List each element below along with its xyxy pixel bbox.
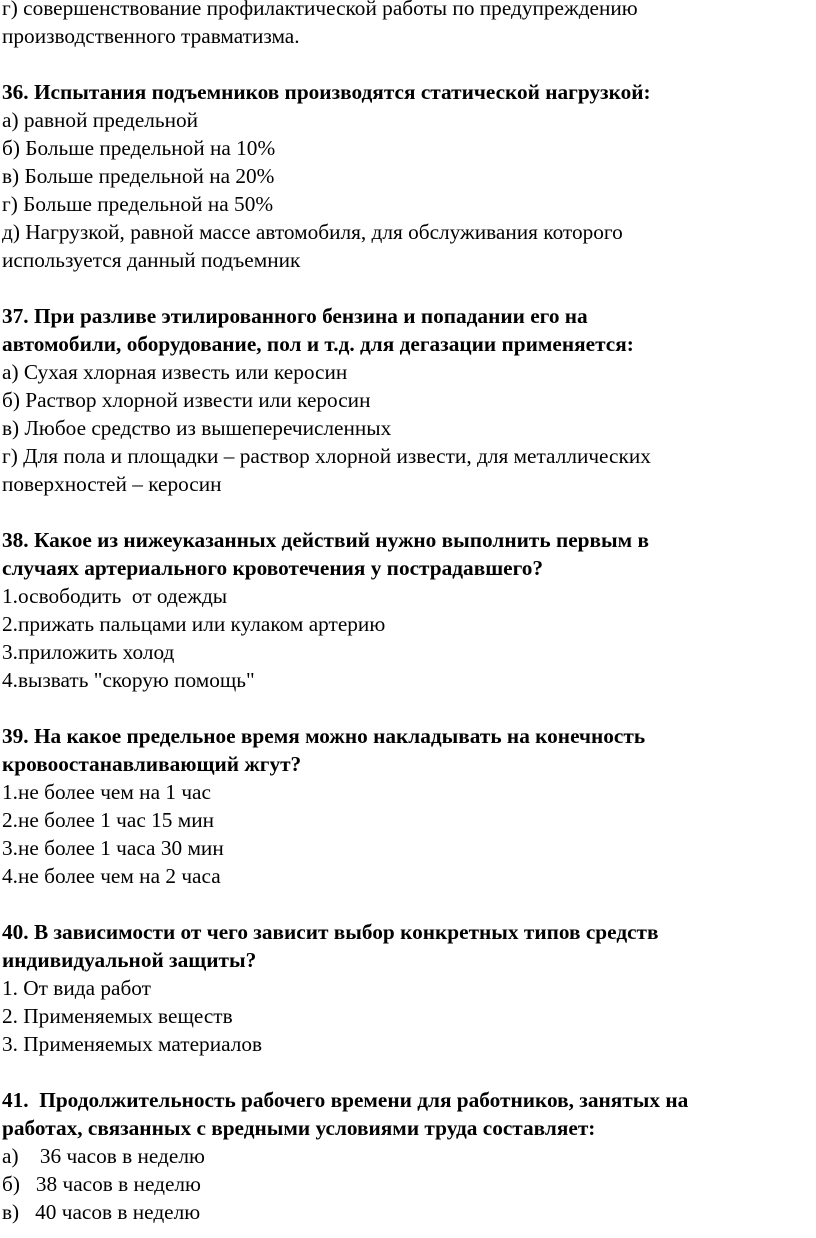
answer-option: 1.не более чем на 1 час (2, 780, 211, 804)
answer-option: 2.не более 1 час 15 мин (2, 808, 215, 832)
answer-option: 4.не более чем на 2 часа (2, 864, 221, 888)
answer-option: 2. Применяемых веществ (2, 1004, 233, 1028)
question-title: случаях артериального кровотечения у пострадавшего? (2, 556, 544, 580)
answer-option: 3.приложить холод (2, 640, 175, 664)
answer-option: г) Больше предельной на 50% (2, 192, 274, 216)
answer-option: б) Раствор хлорной извести или керосин (2, 388, 371, 412)
question-36 (2, 78, 816, 274)
answer-option: 1. От вида работ (2, 976, 151, 1000)
answer-option: а) 36 часов в неделю (2, 1144, 205, 1168)
answer-option: б) 38 часов в неделю (2, 1172, 201, 1196)
answer-option: г) Для пола и площадки – раствор хлорной извести, для металлических (2, 444, 651, 468)
question-title: 36. Испытания подъемников производятся статической нагрузкой: (2, 80, 651, 104)
answer-option: в) Любое средство из вышеперечисленных (2, 416, 392, 440)
question-title: работах, связанных с вредными условиями труда составляет: (2, 1116, 596, 1140)
answer-option: используется данный подъемник (2, 248, 301, 272)
question-title: 41. Продолжительность рабочего времени для работников, занятых на (2, 1088, 689, 1112)
question-title: кровоостанавливающий жгут? (2, 752, 302, 776)
answer-option: б) Больше предельной на 10% (2, 136, 276, 160)
answer-option: 2.прижать пальцами или кулаком артерию (2, 612, 386, 636)
question-38 (2, 526, 816, 694)
question-title: 40. В зависимости от чего зависит выбор конкретных типов средств (2, 920, 659, 944)
question-39 (2, 722, 816, 890)
question-title: индивидуальной защиты? (2, 948, 257, 972)
answer-option: 3. Применяемых материалов (2, 1032, 263, 1056)
answer-option: 3.не более 1 часа 30 мин (2, 836, 224, 860)
question-title: 39. На какое предельное время можно накладывать на конечность (2, 724, 646, 748)
answer-option: 4.вызвать "скорую помощь" (2, 668, 255, 692)
answer-option: в) Больше предельной на 20% (2, 164, 275, 188)
answer-option: д) Нагрузкой, равной массе автомобиля, для обслуживания которого (2, 220, 623, 244)
answer-option: а) Сухая хлорная известь или керосин (2, 360, 348, 384)
question-40 (2, 918, 816, 1058)
question-title: 37. При разливе этилированного бензина и попадании его на (2, 304, 588, 328)
intro-line: производственного травматизма. (2, 24, 300, 48)
answer-option: а) равной предельной (2, 108, 199, 132)
intro-line: г) совершенствование профилактической работы по предупреждению (2, 0, 638, 20)
answer-option: поверхностей – керосин (2, 472, 222, 496)
intro-block (2, 0, 816, 50)
answer-option: в) 40 часов в неделю (2, 1200, 201, 1224)
answer-option: 1.освободить от одежды (2, 584, 228, 608)
question-title: автомобили, оборудование, пол и т.д. для дегазации применяется: (2, 332, 634, 356)
question-37 (2, 302, 816, 498)
question-title: 38. Какое из нижеуказанных действий нужно выполнить первым в (2, 528, 649, 552)
question-41 (2, 1086, 816, 1226)
